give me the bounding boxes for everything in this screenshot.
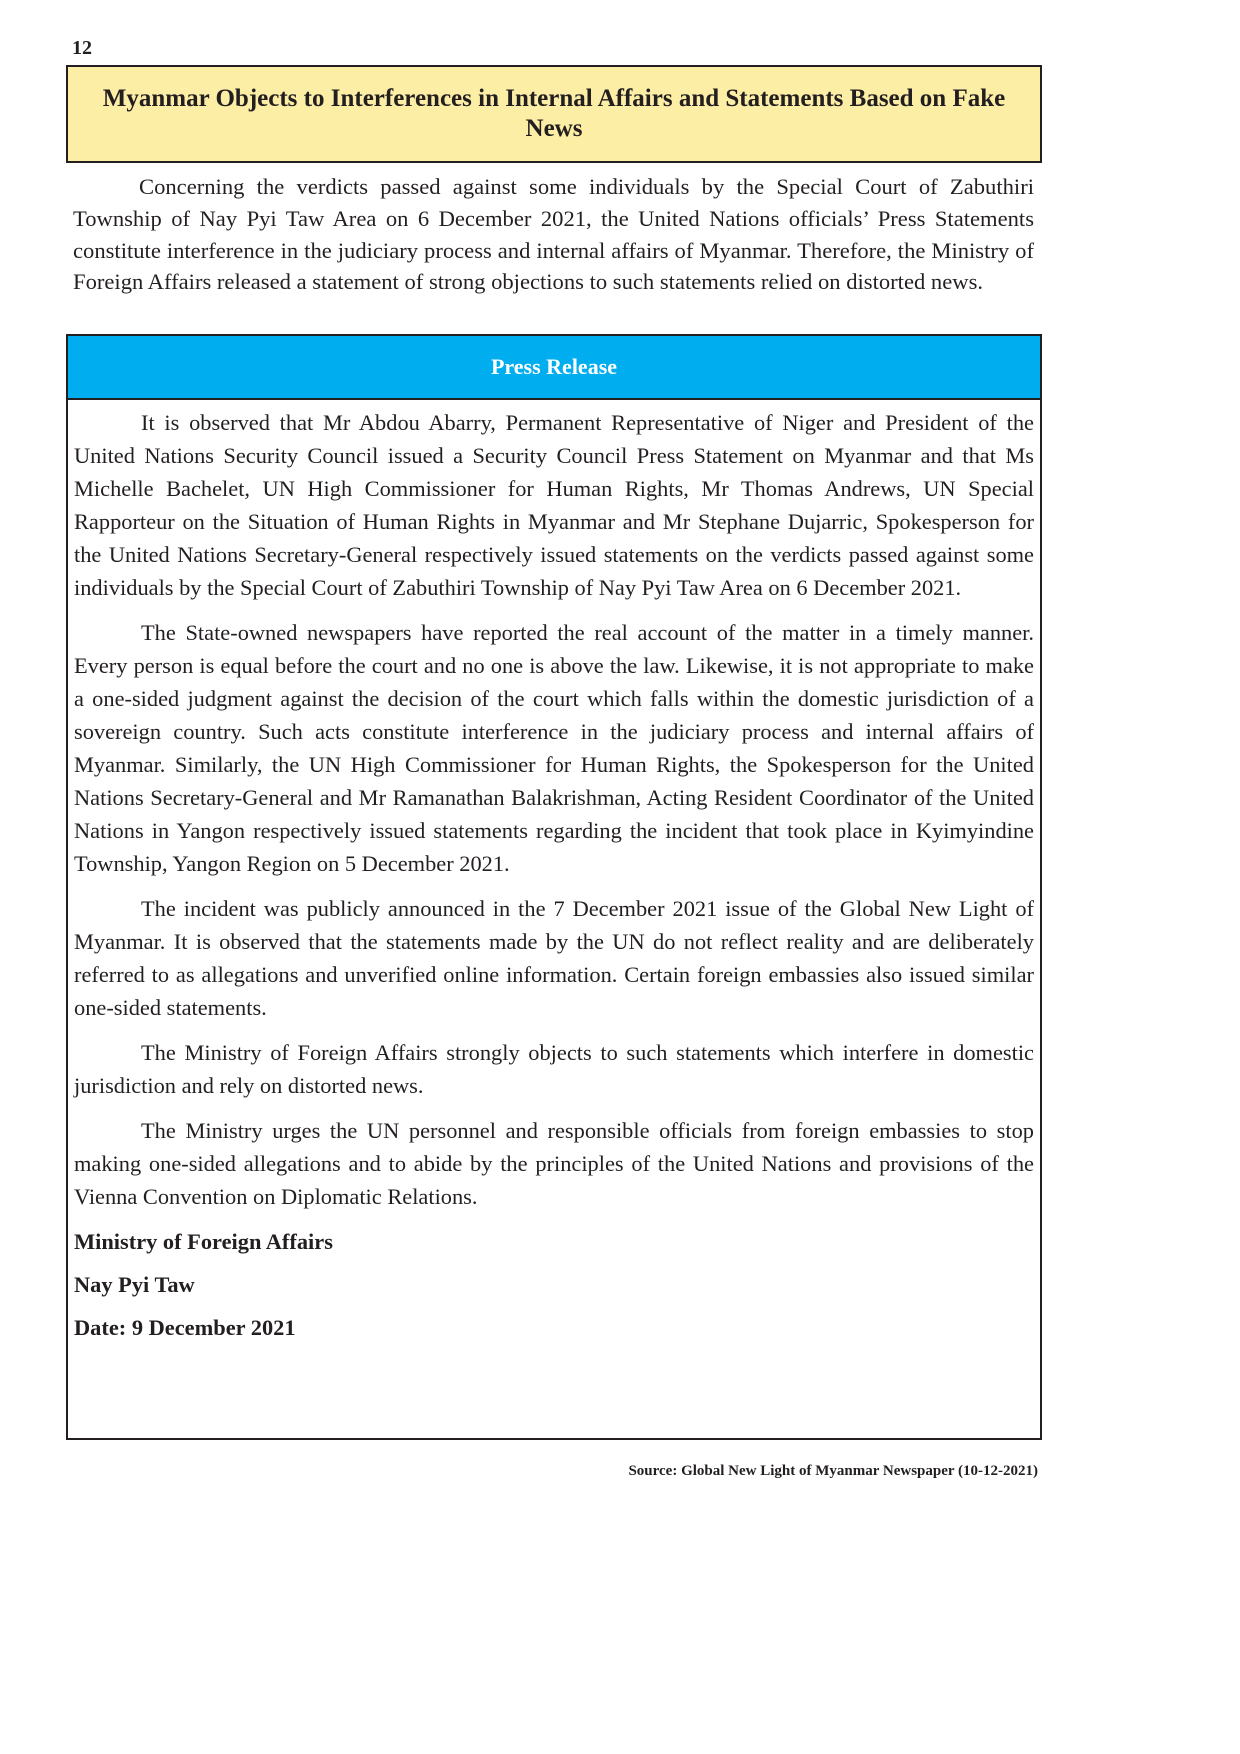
title-banner (66, 65, 1042, 163)
press-release-paragraph: The Ministry urges the UN personnel and responsible officials from foreign embassies to stop making one-sided allegations and to abide by the principles of the United Nations and provisions of the Vienna Convention on Diplomatic Relations. (74, 1118, 1034, 1209)
press-release-heading: Press Release (490, 354, 618, 379)
article-title: Myanmar Objects to Interferences in Internal Affairs and Statements Based on Fake News (102, 85, 1006, 142)
intro-paragraph: Concerning the verdicts passed against some individuals by the Special Court of Zabuthiri Township of Nay Pyi Taw Area on 6 December 2021, the United Nations officials’ Press Statements constitute interference in the judiciary process and internal affairs of Myanmar. Therefore, the Ministry of Foreign Affairs released a statement of strong objections to such statements relied on distorted news. (73, 174, 1034, 295)
press-release-paragraph: The State-owned newspapers have reported the real account of the matter in a timely manner. Every person is equal before the court and no one is above the law. Likewise, it is not appropriate to make a one-sided judgment against the decision of the court which falls within the domestic jurisdiction of a sovereign country. Such acts constitute interference in the judiciary process and internal affairs of Myanmar. Similarly, the UN High Commissioner for Human Rights, the Spokesperson for the United Nations Secretary-General and Mr Ramanathan Balakrishman, Acting Resident Coordinator of the United Nations in Yangon respectively issued statements regarding the incident that took place in Kyimyindine Township, Yangon Region on 5 December 2021. (74, 620, 1034, 876)
page-number: 12 (72, 37, 92, 59)
press-release-body (68, 400, 1040, 1344)
signatory-place: Nay Pyi Taw (74, 1272, 195, 1297)
source-note: Source: Global New Light of Myanmar Newspaper (10-12-2021) (628, 1463, 1038, 1479)
press-release-header (68, 336, 1040, 400)
release-date: Date: 9 December 2021 (74, 1315, 296, 1340)
signatory: Ministry of Foreign Affairs (74, 1229, 333, 1254)
press-release-paragraph: The Ministry of Foreign Affairs strongly objects to such statements which interfere in domestic jurisdiction and rely on distorted news. (74, 1040, 1034, 1098)
press-release-paragraph: It is observed that Mr Abdou Abarry, Permanent Representative of Niger and President of the United Nations Security Council issued a Security Council Press Statement on Myanmar and that Ms Michelle Bachelet, UN High Commissioner for Human Rights, Mr Thomas Andrews, UN Special Rapporteur on the Situation of Human Rights in Myanmar and Mr Stephane Dujarric, Spokesperson for the United Nations Secretary-General respectively issued statements on the verdicts passed against some individuals by the Special Court of Zabuthiri Township of Nay Pyi Taw Area on 6 December 2021. (74, 410, 1034, 600)
press-release-box (66, 334, 1042, 1440)
press-release-paragraph: The incident was publicly announced in the 7 December 2021 issue of the Global New Light of Myanmar. It is observed that the statements made by the UN do not reflect reality and are deliberately referred to as allegations and unverified online information. Certain foreign embassies also issued similar one-sided statements. (74, 896, 1034, 1020)
